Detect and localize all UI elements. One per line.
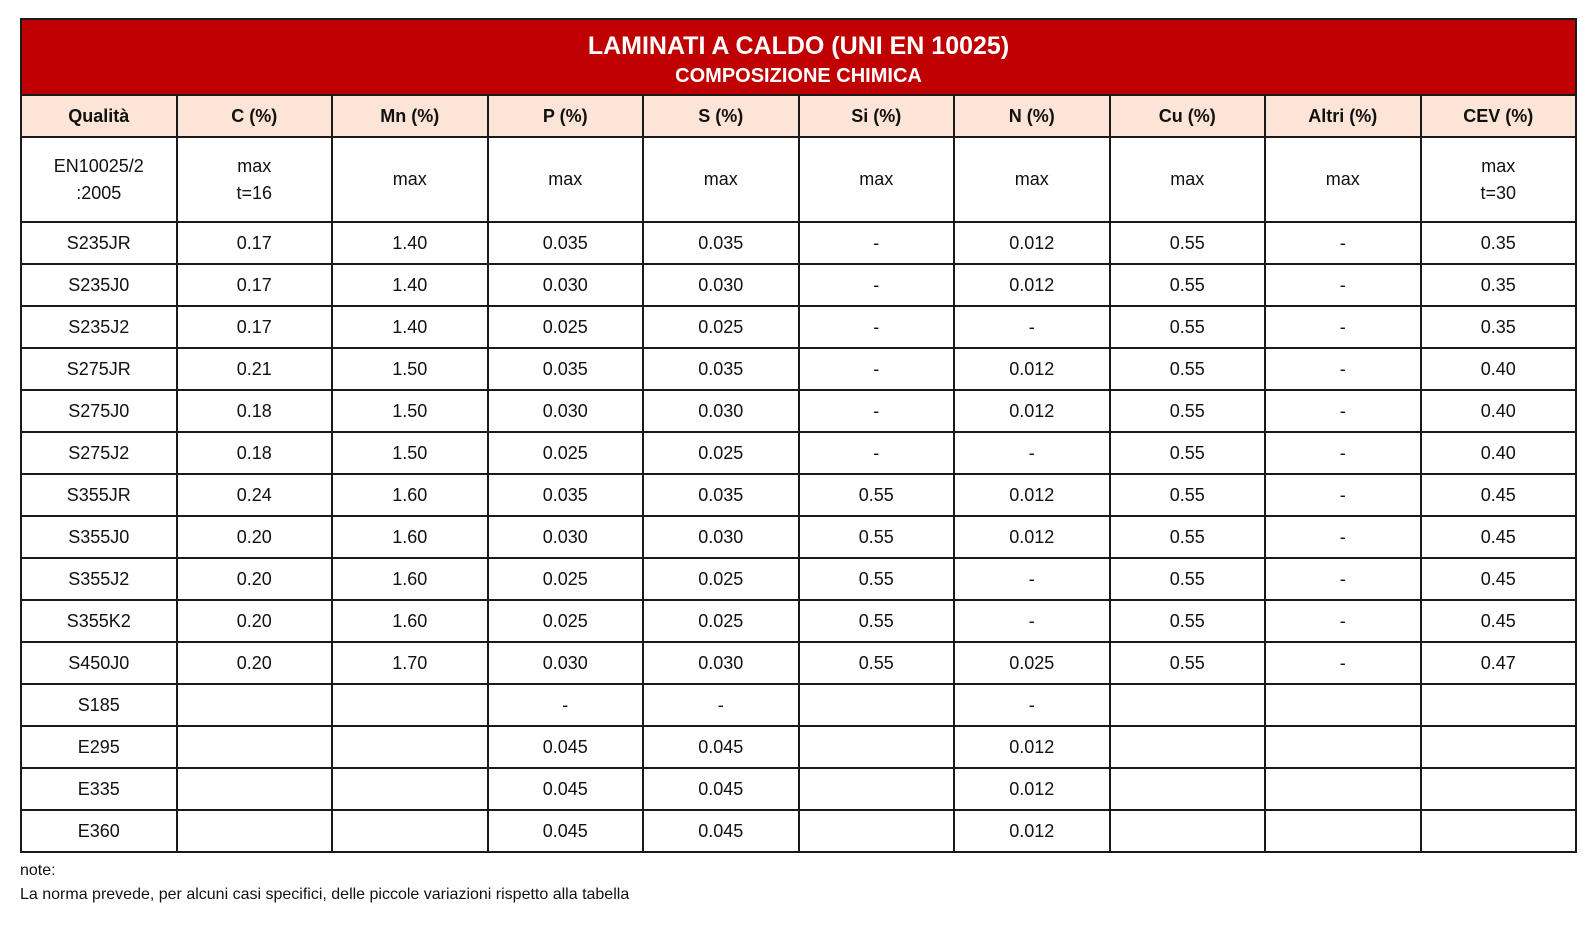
value-cell: 0.35 (1421, 306, 1577, 348)
value-cell: 0.030 (488, 642, 644, 684)
value-cell: 0.012 (954, 726, 1110, 768)
grade-cell: S275J2 (21, 432, 177, 474)
value-cell: 0.20 (177, 642, 333, 684)
spec-cell (643, 137, 799, 222)
value-cell (332, 684, 488, 726)
grade-cell: E360 (21, 810, 177, 852)
value-cell (177, 726, 333, 768)
spec-line: max (1481, 155, 1516, 176)
value-cell: 0.55 (1110, 348, 1266, 390)
value-cell: 0.35 (1421, 222, 1577, 264)
value-cell: 0.55 (1110, 264, 1266, 306)
grade-cell: S355K2 (21, 600, 177, 642)
value-cell: 0.025 (643, 600, 799, 642)
spec-cell (332, 137, 488, 222)
table-row (21, 600, 1576, 642)
value-cell: 0.012 (954, 516, 1110, 558)
value-cell: 0.025 (488, 306, 644, 348)
grade-cell: S355JR (21, 474, 177, 516)
value-cell (1265, 726, 1421, 768)
value-cell: 0.025 (488, 558, 644, 600)
value-cell: 0.40 (1421, 432, 1577, 474)
spec-row (21, 137, 1576, 222)
column-header: Qualità (21, 95, 177, 137)
grade-cell: S275J0 (21, 390, 177, 432)
value-cell: - (1265, 222, 1421, 264)
table-row (21, 264, 1576, 306)
table-row (21, 222, 1576, 264)
value-cell: 0.35 (1421, 264, 1577, 306)
table-row (21, 726, 1576, 768)
value-cell: 0.012 (954, 264, 1110, 306)
column-header: CEV (%) (1421, 95, 1577, 137)
value-cell: 0.55 (799, 474, 955, 516)
value-cell: 0.012 (954, 810, 1110, 852)
value-cell: - (799, 264, 955, 306)
value-cell: 1.60 (332, 516, 488, 558)
value-cell: 0.18 (177, 432, 333, 474)
value-cell: 0.24 (177, 474, 333, 516)
value-cell: - (954, 558, 1110, 600)
notes-label: note: (20, 862, 56, 879)
value-cell: 1.70 (332, 642, 488, 684)
value-cell (1110, 726, 1266, 768)
value-cell: 0.035 (488, 348, 644, 390)
value-cell: 0.40 (1421, 390, 1577, 432)
table-row (21, 768, 1576, 810)
value-cell: 0.025 (643, 558, 799, 600)
value-cell (1265, 684, 1421, 726)
grade-cell: S185 (21, 684, 177, 726)
value-cell: - (1265, 390, 1421, 432)
value-cell: 0.20 (177, 558, 333, 600)
table-row (21, 390, 1576, 432)
table-title-banner (21, 19, 1576, 95)
spec-line: max (1170, 169, 1205, 189)
value-cell: - (1265, 264, 1421, 306)
value-cell (332, 810, 488, 852)
table-row (21, 558, 1576, 600)
value-cell: 0.47 (1421, 642, 1577, 684)
value-cell: - (1265, 474, 1421, 516)
value-cell: 0.21 (177, 348, 333, 390)
value-cell: 0.030 (488, 516, 644, 558)
table-body (21, 137, 1576, 852)
value-cell: 1.60 (332, 600, 488, 642)
spec-cell (1265, 137, 1421, 222)
value-cell: 1.50 (332, 390, 488, 432)
value-cell: - (799, 348, 955, 390)
value-cell: 0.55 (1110, 474, 1266, 516)
value-cell: 0.012 (954, 474, 1110, 516)
value-cell: 0.20 (177, 516, 333, 558)
value-cell: 0.17 (177, 306, 333, 348)
value-cell (332, 726, 488, 768)
value-cell: - (799, 432, 955, 474)
value-cell: - (799, 306, 955, 348)
grade-cell: S235J2 (21, 306, 177, 348)
value-cell: - (1265, 558, 1421, 600)
table-row (21, 432, 1576, 474)
value-cell: 0.045 (643, 768, 799, 810)
value-cell (1421, 768, 1577, 810)
value-cell: 0.55 (1110, 642, 1266, 684)
value-cell: 1.40 (332, 264, 488, 306)
value-cell: 0.55 (1110, 222, 1266, 264)
spec-line: t=16 (236, 182, 273, 203)
value-cell: 0.18 (177, 390, 333, 432)
column-header: C (%) (177, 95, 333, 137)
value-cell: 0.025 (643, 306, 799, 348)
value-cell: 0.45 (1421, 558, 1577, 600)
spec-line: max (392, 169, 427, 189)
spec-cell (21, 137, 177, 222)
value-cell (1421, 726, 1577, 768)
grade-cell: S355J2 (21, 558, 177, 600)
value-cell: - (488, 684, 644, 726)
value-cell: 0.55 (1110, 306, 1266, 348)
value-cell (799, 726, 955, 768)
spec-cell (799, 137, 955, 222)
table-title: LAMINATI A CALDO (UNI EN 10025) (587, 32, 1010, 60)
table-row (21, 306, 1576, 348)
value-cell: - (954, 600, 1110, 642)
value-cell: 0.17 (177, 222, 333, 264)
value-cell: 0.035 (488, 222, 644, 264)
column-header: Cu (%) (1110, 95, 1266, 137)
table-subtitle: COMPOSIZIONE CHIMICA (675, 65, 922, 87)
grade-cell: S235J0 (21, 264, 177, 306)
grade-cell: S355J0 (21, 516, 177, 558)
value-cell: 0.45 (1421, 474, 1577, 516)
value-cell: 1.60 (332, 558, 488, 600)
value-cell (1421, 810, 1577, 852)
grade-cell: S235JR (21, 222, 177, 264)
value-cell: - (1265, 516, 1421, 558)
table-row (21, 516, 1576, 558)
value-cell: - (799, 222, 955, 264)
value-cell: - (1265, 642, 1421, 684)
value-cell: 0.012 (954, 348, 1110, 390)
value-cell: 0.17 (177, 264, 333, 306)
value-cell: 0.55 (799, 600, 955, 642)
value-cell: 0.40 (1421, 348, 1577, 390)
value-cell: 0.030 (488, 390, 644, 432)
value-cell: 0.045 (488, 768, 644, 810)
value-cell: - (1265, 306, 1421, 348)
column-header: P (%) (488, 95, 644, 137)
value-cell: 0.55 (1110, 600, 1266, 642)
value-cell: 1.60 (332, 474, 488, 516)
grade-cell: S450J0 (21, 642, 177, 684)
spec-line: max (548, 169, 583, 189)
value-cell: 0.035 (488, 474, 644, 516)
value-cell: 0.035 (643, 222, 799, 264)
value-cell: - (954, 684, 1110, 726)
spec-line: max (703, 169, 738, 189)
value-cell: - (1265, 348, 1421, 390)
spec-cell (1110, 137, 1266, 222)
spec-cell (177, 137, 333, 222)
spec-line: EN10025/2 (53, 155, 144, 176)
value-cell: 1.50 (332, 432, 488, 474)
value-cell: 0.030 (643, 642, 799, 684)
value-cell (799, 810, 955, 852)
value-cell: 0.030 (643, 390, 799, 432)
value-cell: 0.025 (954, 642, 1110, 684)
value-cell: 0.045 (643, 726, 799, 768)
grade-cell: S275JR (21, 348, 177, 390)
composition-sheet (20, 18, 1577, 907)
value-cell: 0.55 (1110, 558, 1266, 600)
column-header: Altri (%) (1265, 95, 1421, 137)
value-cell: 0.035 (643, 474, 799, 516)
column-header-row (21, 95, 1576, 137)
value-cell (177, 810, 333, 852)
value-cell (1265, 810, 1421, 852)
spec-line: :2005 (76, 182, 122, 203)
column-header: S (%) (643, 95, 799, 137)
value-cell: 0.45 (1421, 516, 1577, 558)
column-header: Si (%) (799, 95, 955, 137)
value-cell (177, 768, 333, 810)
value-cell: 0.012 (954, 390, 1110, 432)
table-row (21, 348, 1576, 390)
value-cell (1110, 684, 1266, 726)
value-cell: 0.20 (177, 600, 333, 642)
column-header: N (%) (954, 95, 1110, 137)
spec-line: max (237, 155, 272, 176)
value-cell: 1.40 (332, 222, 488, 264)
value-cell (1110, 768, 1266, 810)
value-cell: 0.030 (643, 516, 799, 558)
table-row (21, 684, 1576, 726)
value-cell (1110, 810, 1266, 852)
value-cell: 0.45 (1421, 600, 1577, 642)
notes-text: La norma prevede, per alcuni casi specifici, delle piccole variazioni rispetto alla tabella (20, 886, 630, 903)
value-cell: 0.55 (1110, 390, 1266, 432)
value-cell: 0.55 (799, 642, 955, 684)
value-cell: 0.030 (488, 264, 644, 306)
value-cell: 0.012 (954, 768, 1110, 810)
notes-section (20, 859, 1577, 907)
grade-cell: E295 (21, 726, 177, 768)
table-row (21, 810, 1576, 852)
value-cell (799, 768, 955, 810)
value-cell: 0.55 (1110, 432, 1266, 474)
value-cell (799, 684, 955, 726)
value-cell: 0.045 (488, 726, 644, 768)
value-cell: - (1265, 600, 1421, 642)
value-cell: 0.045 (488, 810, 644, 852)
spec-cell (488, 137, 644, 222)
table-row (21, 474, 1576, 516)
spec-line: max (1325, 169, 1360, 189)
table-row (21, 642, 1576, 684)
value-cell: 0.012 (954, 222, 1110, 264)
value-cell: 0.025 (488, 600, 644, 642)
value-cell: 0.030 (643, 264, 799, 306)
value-cell (332, 768, 488, 810)
spec-line: max (859, 169, 894, 189)
column-header: Mn (%) (332, 95, 488, 137)
value-cell: - (799, 390, 955, 432)
spec-line: t=30 (1480, 182, 1517, 203)
value-cell: 0.025 (643, 432, 799, 474)
value-cell: 0.55 (799, 558, 955, 600)
spec-line: max (1014, 169, 1049, 189)
value-cell: 1.40 (332, 306, 488, 348)
value-cell: - (1265, 432, 1421, 474)
value-cell: 0.55 (799, 516, 955, 558)
value-cell (1265, 768, 1421, 810)
value-cell: 0.025 (488, 432, 644, 474)
value-cell: 1.50 (332, 348, 488, 390)
value-cell (1421, 684, 1577, 726)
value-cell: 0.55 (1110, 516, 1266, 558)
spec-cell (954, 137, 1110, 222)
spec-cell (1421, 137, 1577, 222)
value-cell: - (954, 432, 1110, 474)
chemical-composition-table (20, 18, 1577, 853)
grade-cell: E335 (21, 768, 177, 810)
value-cell: 0.035 (643, 348, 799, 390)
value-cell: - (954, 306, 1110, 348)
value-cell (177, 684, 333, 726)
value-cell: 0.045 (643, 810, 799, 852)
value-cell: - (643, 684, 799, 726)
